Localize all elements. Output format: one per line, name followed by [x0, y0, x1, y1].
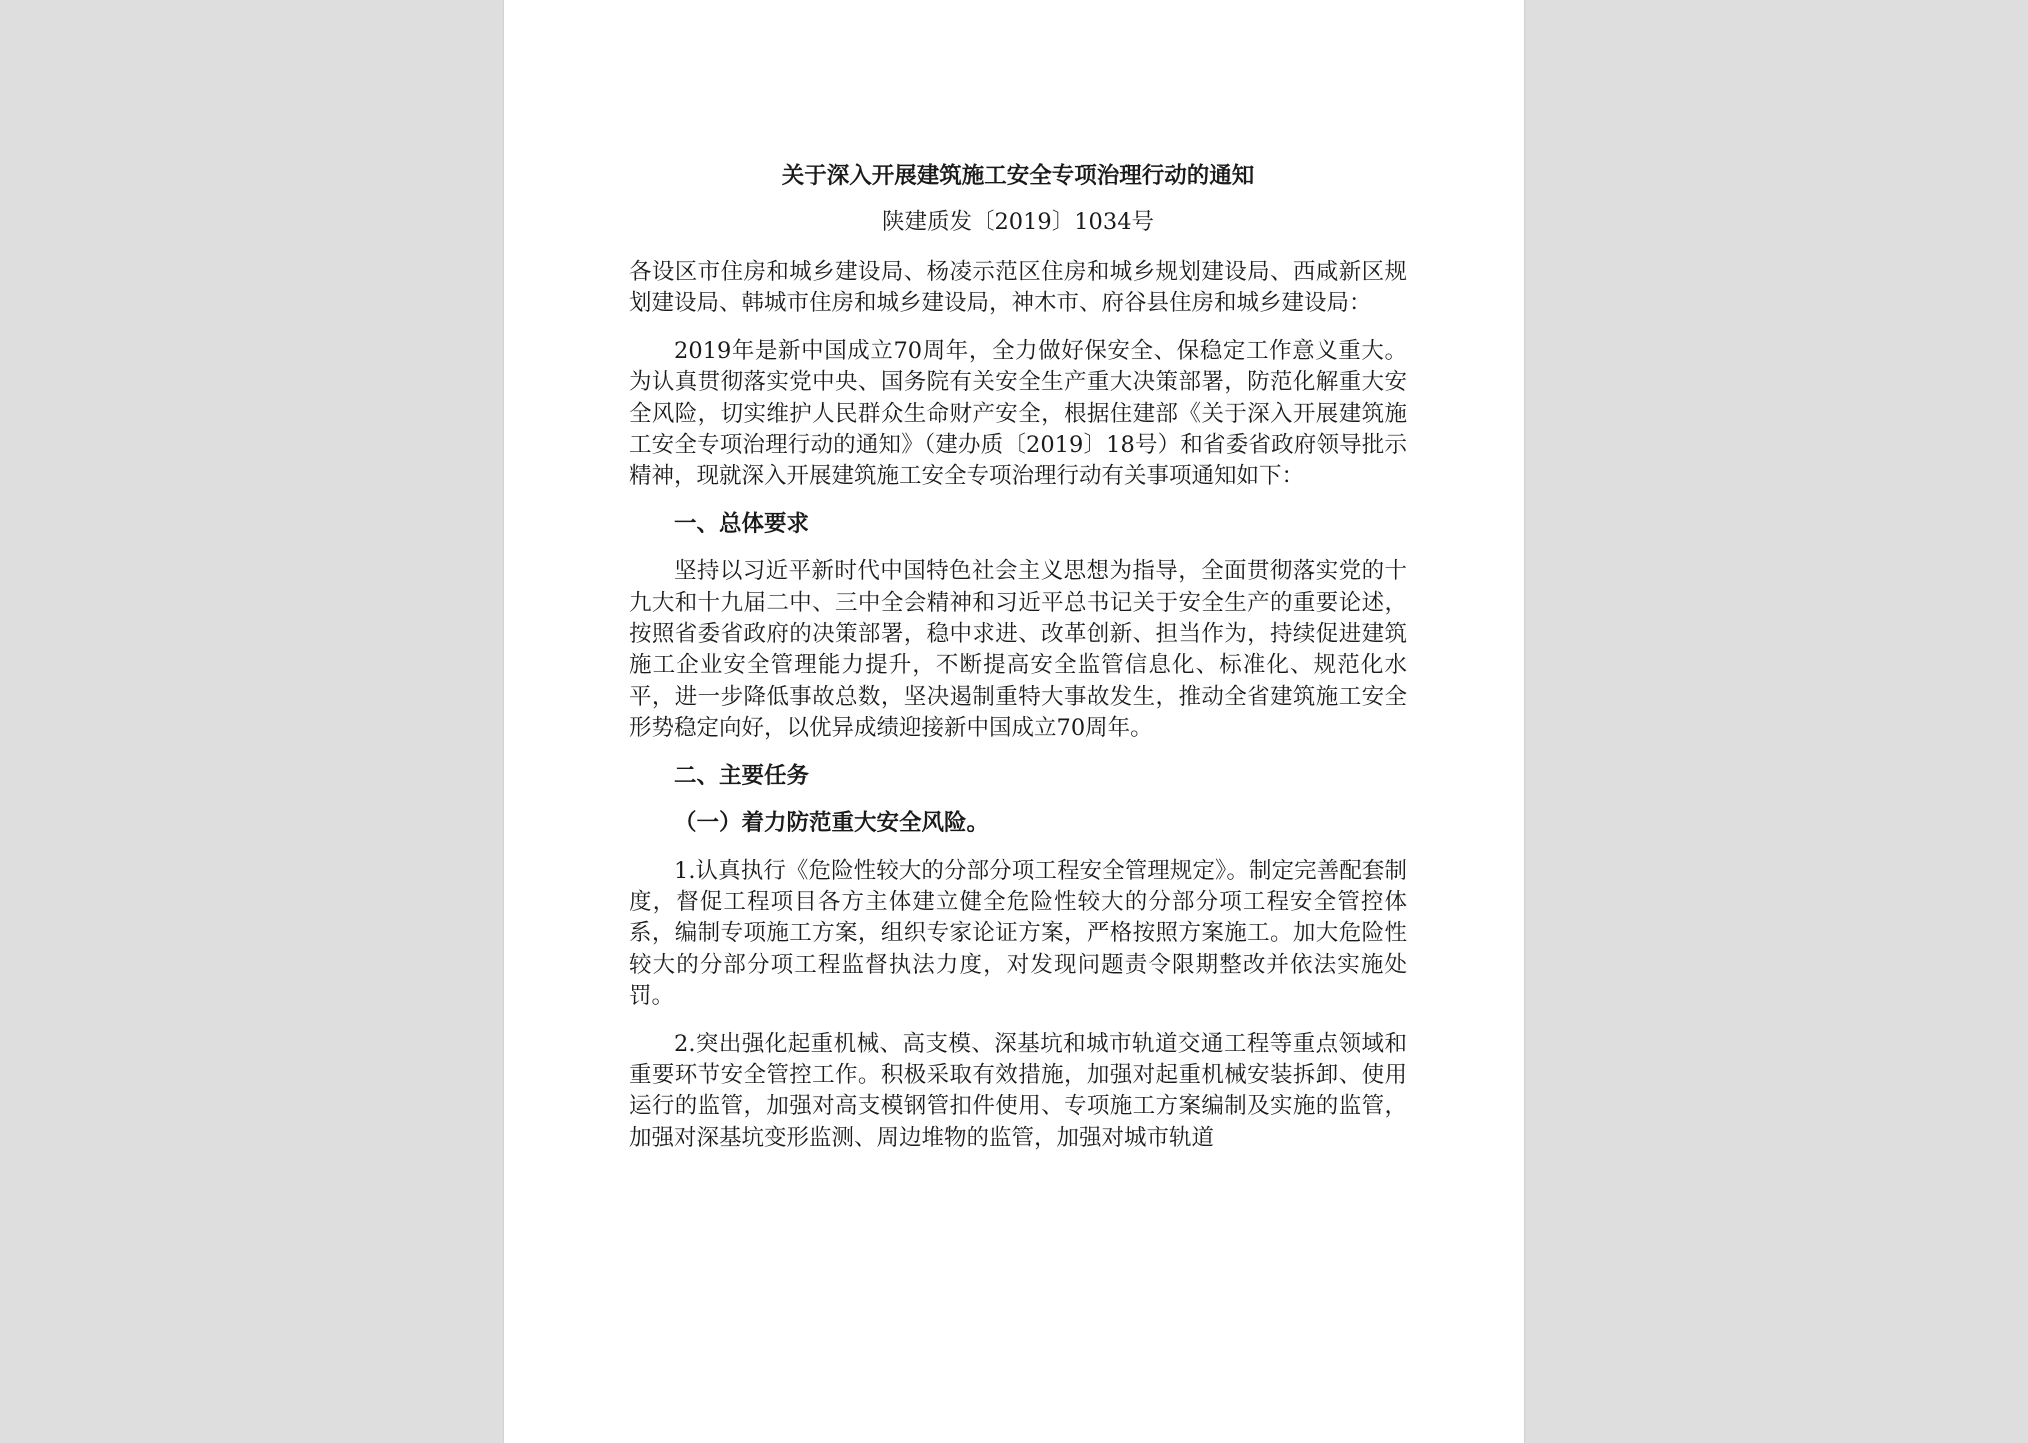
- section-heading-general-requirements: 一、总体要求: [674, 510, 810, 537]
- task-item-2: 2.突出强化起重机械、高支模、深基坑和城市轨道交通工程等重点领域和重要环节安全管控工作。积极采取有效措施，加强对起重机械安装拆卸、使用运行的监管，加强对高支模钢管扣件使用、专项施工方案编制及实施的监管，加强对深基坑变形监测、周边堆物的监管，加强对城市轨道: [629, 1030, 1407, 1151]
- intro-paragraph: 2019年是新中国成立70周年，全力做好保安全、保稳定工作意义重大。为认真贯彻落实党中央、国务院有关安全生产重大决策部署，防范化解重大安全风险，切实维护人民群众生命财产安全，根据住建部《关于深入开展建筑施工安全专项治理行动的通知》（建办质〔2019〕18号）和省委省政府领导批示精神，现就深入开展建筑施工安全专项治理行动有关事项通知如下：: [629, 337, 1407, 490]
- document-content: [629, 155, 1407, 1154]
- document-title: 关于深入开展建筑施工安全专项治理行动的通知: [781, 163, 1255, 189]
- section-heading-main-tasks: 二、主要任务: [674, 762, 810, 789]
- salutation: 各设区市住房和城乡建设局、杨凌示范区住房和城乡规划建设局、西咸新区规划建设局、韩城市住房和城乡建设局，神木市、府谷县住房和城乡建设局：: [629, 259, 1407, 317]
- general-requirements-paragraph: 坚持以习近平新时代中国特色社会主义思想为指导，全面贯彻落实党的十九大和十九届二中、三中全会精神和习近平总书记关于安全生产的重要论述，按照省委省政府的决策部署，稳中求进、改革创新、担当作为，持续促进建筑施工企业安全管理能力提升，不断提高安全监管信息化、标准化、规范化水平，进一步降低事故总数，坚决遏制重特大事故发生，推动全省建筑施工安全形势稳定向好，以优异成绩迎接新中国成立70周年。: [629, 558, 1407, 742]
- document-page: [504, 0, 1524, 1443]
- task-item-1: 1.认真执行《危险性较大的分部分项工程安全管理规定》。制定完善配套制度，督促工程项目各方主体建立健全危险性较大的分部分项工程安全管控体系，编制专项施工方案，组织专家论证方案，严格按照方案施工。加大危险性较大的分部分项工程监督执法力度，对发现问题责令限期整改并依法实施处罚。: [629, 857, 1407, 1010]
- document-number: 陕建质发〔2019〕1034号: [881, 209, 1155, 235]
- subsection-heading-risk-prevention: （一）着力防范重大安全风险。: [674, 810, 990, 837]
